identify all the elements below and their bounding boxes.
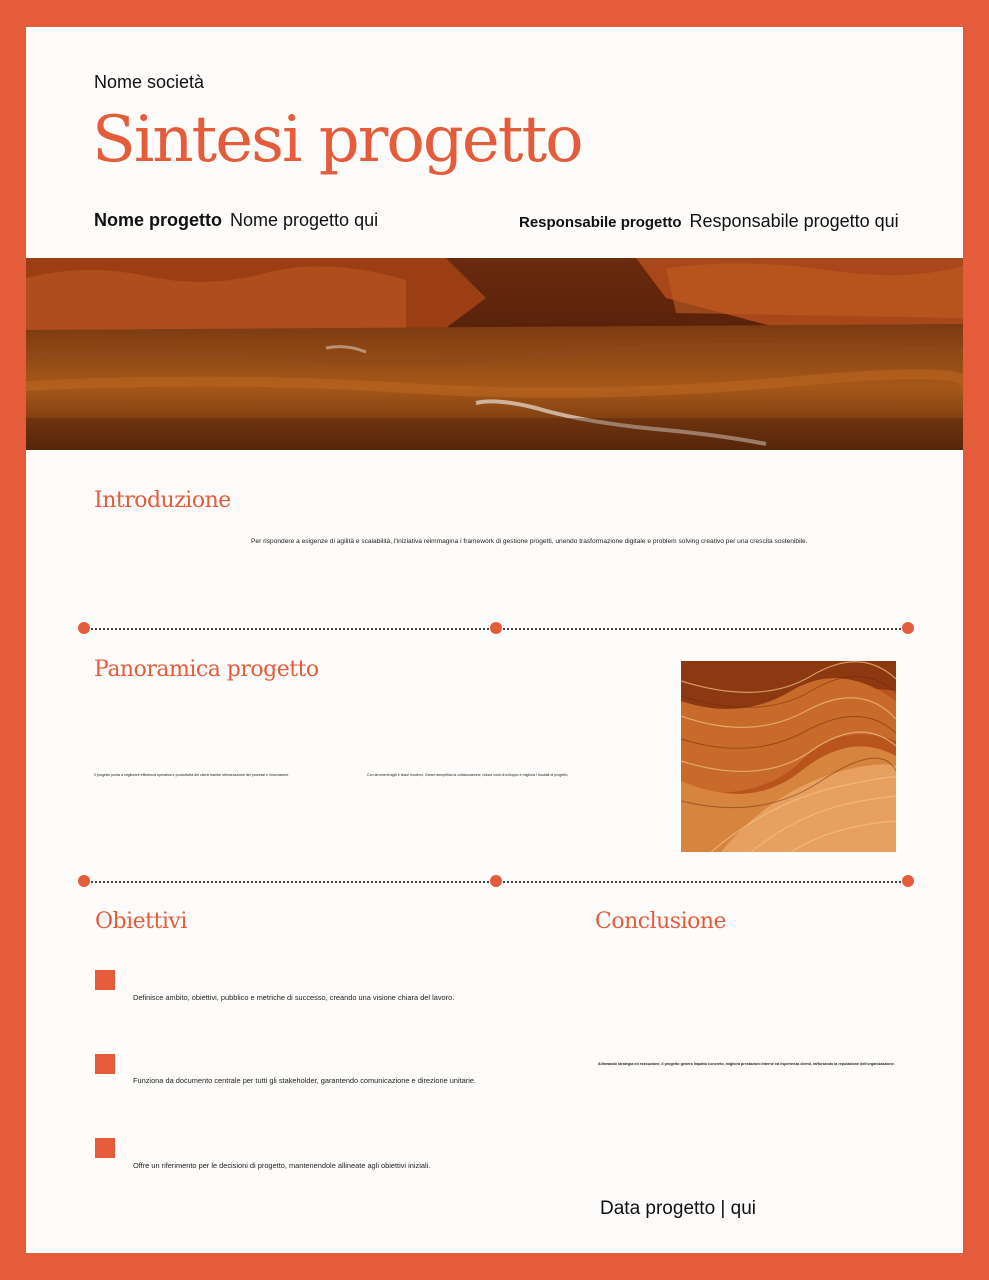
introduction-title: Introduzione	[94, 488, 231, 513]
project-manager-row	[519, 211, 899, 232]
hero-landscape-image	[26, 258, 963, 450]
divider-dot-icon	[490, 875, 502, 887]
overview-title: Panoramica progetto	[94, 657, 319, 682]
divider-dot-icon	[490, 622, 502, 634]
divider-dot-icon	[78, 622, 90, 634]
divider-dot-icon	[78, 875, 90, 887]
conclusion-text: Allineando strategia ed esecuzione, il progetto genera impatto concreto, migliora prestazioni interne ed esperienza clienti, rafforzando la reputazione dell'organizzazione.	[598, 1062, 895, 1066]
section-divider-2	[78, 875, 914, 889]
project-name-value: Nome progetto qui	[230, 210, 379, 230]
document-page	[26, 27, 963, 1253]
project-date: Data progetto | qui	[600, 1198, 756, 1219]
objective-bullet-icon	[95, 1054, 115, 1074]
overview-text-left: Il progetto punta a migliorare efficienza operativa e produttività dei clienti tramite ottimizzazione dei processi e innovazione.	[94, 773, 290, 777]
objective-bullet-icon	[95, 1138, 115, 1158]
objectives-title: Obiettivi	[95, 909, 187, 934]
divider-dot-icon	[902, 622, 914, 634]
divider-dot-icon	[902, 875, 914, 887]
objective-item-1: Definisce ambito, obiettivi, pubblico e metriche di successo, creando una visione chiara del lavoro.	[133, 993, 455, 1002]
conclusion-title: Conclusione	[595, 909, 727, 934]
project-name-row	[94, 210, 378, 231]
canyon-rock-image	[681, 661, 896, 852]
project-manager-value: Responsabile progetto qui	[689, 211, 899, 231]
objective-item-3: Offre un riferimento per le decisioni di progetto, mantenendole allineate agli obiettivi iniziali.	[133, 1161, 431, 1170]
objective-bullet-icon	[95, 970, 115, 990]
project-name-label: Nome progetto	[94, 210, 222, 230]
introduction-text: Per rispondere a esigenze di agilità e scalabilità, l'iniziativa reimmagina i framework di gestione progetti, unendo trasformazione digitale e problem solving creativo per una crescita sostenibile.	[251, 538, 808, 545]
page-title: Sintesi progetto	[92, 103, 582, 177]
section-divider-1	[78, 622, 914, 636]
overview-text-right: Con strumenti agili e flussi moderni, il team semplifica la collaborazione, riduce costi di sviluppo e migliora i risultati di progetto.	[367, 773, 569, 777]
project-manager-label: Responsabile progetto	[519, 214, 682, 231]
objective-item-2: Funziona da documento centrale per tutti gli stakeholder, garantendo comunicazione e direzione unitarie.	[133, 1076, 477, 1085]
company-name: Nome società	[94, 72, 205, 92]
